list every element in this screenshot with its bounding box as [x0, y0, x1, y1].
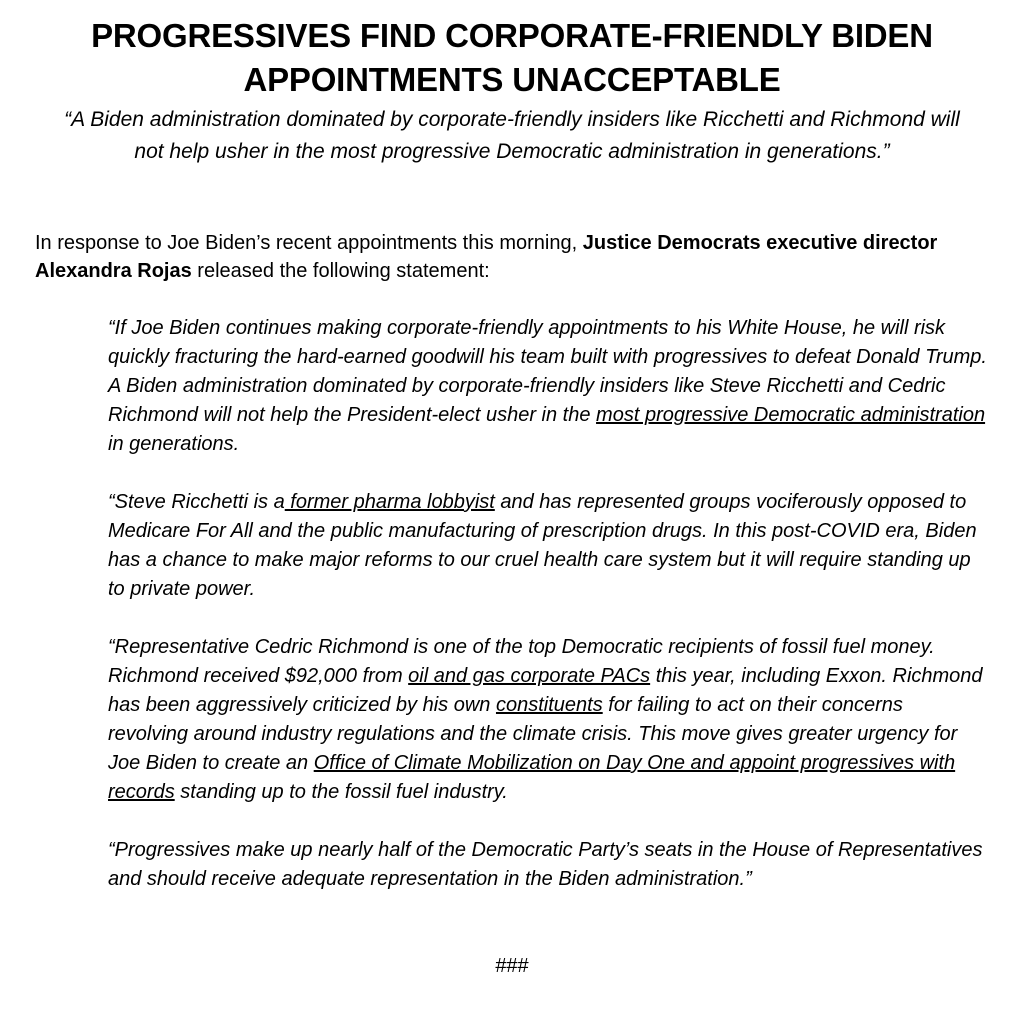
statement-paragraph-2: [108, 488, 988, 604]
statement-paragraph-3: [108, 633, 988, 807]
statement-text: for failing to act on their concerns revolving around industry regulations and the climate crisis. This move gives greater urgency for Joe Biden to create an: [108, 694, 958, 774]
headline: PROGRESSIVES FIND CORPORATE-FRIENDLY BIDEN APPOINTMENTS UNACCEPTABLE: [91, 17, 933, 98]
link-constituents[interactable]: constituents: [495, 694, 603, 716]
intro-text-before: In response to Joe Biden’s recent appointments this morning,: [35, 232, 583, 254]
statement-text: this year, including Exxon. Richmond has been aggressively criticized by his own: [108, 665, 983, 716]
statement-text: “Representative Cedric Richmond is one of the top Democratic recipients of fossil fuel money. Richmond received $92,000 from: [108, 636, 935, 687]
statement-text: “If Joe Biden continues making corporate-friendly appointments to his White House, he will risk quickly fracturing the hard-earned goodwill his team built with progressives to defeat Donald Trump. A Biden administration dominated by corporate-friendly insiders like Steve Ricchetti and Cedric Richmond will not help the President-elect usher in the: [108, 317, 987, 426]
link-oil-gas-pacs[interactable]: oil and gas corporate PACs: [408, 665, 651, 687]
speaker-name: Justice Democrats executive director Alexandra Rojas: [35, 232, 938, 282]
link-climate-mobilization[interactable]: Office of Climate Mobilization on Day One and appoint progressives with records: [108, 752, 956, 803]
statement-text: “Progressives make up nearly half of the Democratic Party’s seats in the House of Representatives and should receive adequate representation in the Biden administration.”: [108, 839, 983, 890]
pull-quote: “A Biden administration dominated by corporate-friendly insiders like Ricchetti and Richmond will not help usher in the most progressive Democratic administration in generations.”: [64, 108, 960, 163]
intro-text-after: released the following statement:: [191, 260, 490, 282]
intro-paragraph: [35, 229, 995, 285]
statement-text: “Steve Ricchetti is a: [108, 491, 285, 513]
end-marker: ###: [495, 955, 529, 977]
statement-text: standing up to the fossil fuel industry.: [174, 781, 508, 803]
link-pharma-lobbyist[interactable]: former pharma lobbyist: [284, 491, 495, 513]
statement-paragraph-1: [108, 314, 988, 459]
statement-paragraph-4: [108, 836, 988, 894]
statement-text: and has represented groups vociferously opposed to Medicare For All and the public manufacturing of prescription drugs. In this post-COVID era, Biden has a chance to make major reforms to our cruel health care system but it will require standing up to private power.: [108, 491, 977, 600]
link-progressive-administration[interactable]: most progressive Democratic administration: [596, 404, 986, 426]
statement-text: in generations.: [108, 433, 240, 455]
